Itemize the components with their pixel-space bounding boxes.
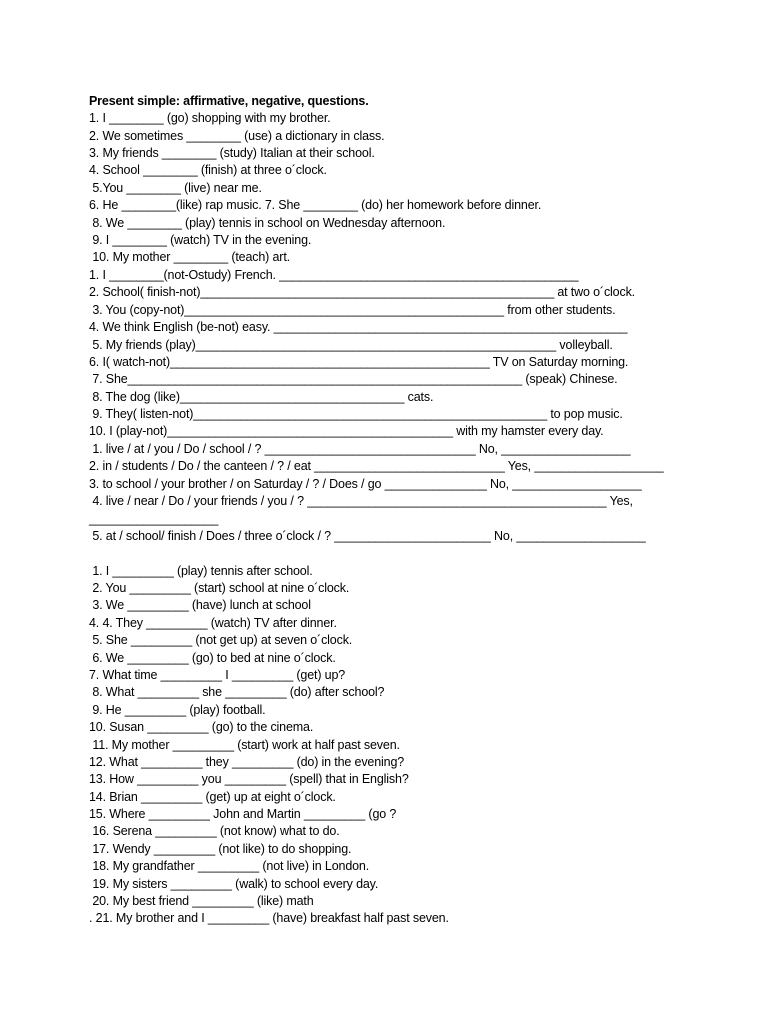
worksheet-title: Present simple: affirmative, negative, questions.: [89, 94, 369, 108]
exercise-3-item-continued: ___________________: [89, 512, 219, 526]
exercise-4-item: 10. Susan _________ (go) to the cinema.: [89, 720, 314, 734]
exercise-4-item: 12. What _________ they _________ (do) in the evening?: [89, 755, 405, 769]
exercise-1-item: 3. My friends ________ (study) Italian at their school.: [89, 146, 375, 160]
exercise-4-item: 7. What time _________ I _________ (get) up?: [89, 668, 346, 682]
exercise-4-item: 5. She _________ (not get up) at seven o´clock.: [89, 633, 353, 647]
exercise-3-item: 2. in / students / Do / the canteen / ? / eat ____________________________ Yes, ___________________: [89, 459, 664, 473]
exercise-1-item: 8. We ________ (play) tennis in school on Wednesday afternoon.: [89, 216, 446, 230]
exercise-4-item: 20. My best friend _________ (like) math: [89, 894, 314, 908]
exercise-2-item: 2. School( finish-not)____________________________________________________ at two o´clock.: [89, 285, 635, 299]
exercise-4-item: 9. He _________ (play) football.: [89, 703, 266, 717]
exercise-1-item: 4. School ________ (finish) at three o´clock.: [89, 163, 327, 177]
exercise-4-item: 4. 4. They _________ (watch) TV after dinner.: [89, 616, 337, 630]
exercise-4-item: 13. How _________ you _________ (spell) that in English?: [89, 772, 409, 786]
exercise-1-item: 1. I ________ (go) shopping with my brother.: [89, 111, 331, 125]
exercise-3-item: 4. live / near / Do / your friends / you / ? ____________________________________________ Yes,: [89, 494, 633, 508]
exercise-3-item: 5. at / school/ finish / Does / three o´clock / ? _______________________ No, ___________________: [89, 529, 646, 543]
exercise-2-item: 4. We think English (be-not) easy. ____________________________________________________: [89, 320, 628, 334]
exercise-4-item: 11. My mother _________ (start) work at half past seven.: [89, 738, 400, 752]
exercise-4-item: 18. My grandfather _________ (not live) in London.: [89, 859, 370, 873]
exercise-4-item: 19. My sisters _________ (walk) to school every day.: [89, 877, 379, 891]
exercise-2-item: 9. They( listen-not)____________________________________________________ to pop music.: [89, 407, 623, 421]
exercise-3-item: 3. to school / your brother / on Saturday / ? / Does / go _______________ No, ___________________: [89, 477, 642, 491]
exercise-1-item: 9. I ________ (watch) TV in the evening.: [89, 233, 312, 247]
exercise-2-item: 6. I( watch-not)_______________________________________________ TV on Saturday morning.: [89, 355, 629, 369]
exercise-4-item: 6. We _________ (go) to bed at nine o´clock.: [89, 651, 336, 665]
exercise-4-item: 16. Serena _________ (not know) what to do.: [89, 824, 340, 838]
exercise-1-item: 10. My mother ________ (teach) art.: [89, 250, 290, 264]
exercise-1-item: 2. We sometimes ________ (use) a dictionary in class.: [89, 129, 385, 143]
exercise-1-item: 5.You ________ (live) near me.: [89, 181, 262, 195]
exercise-1-item: 6. He ________(like) rap music. 7. She ________ (do) her homework before dinner.: [89, 198, 542, 212]
exercise-2-item: 10. I (play-not)__________________________________________ with my hamster every day.: [89, 424, 604, 438]
exercise-4-item: 17. Wendy _________ (not like) to do shopping.: [89, 842, 352, 856]
exercise-4-item: 1. I _________ (play) tennis after school.: [89, 564, 313, 578]
exercise-2-item: 7. She__________________________________________________________ (speak) Chinese.: [89, 372, 618, 386]
exercise-3-item: 1. live / at / you / Do / school / ? _______________________________ No, ___________________: [89, 442, 631, 456]
exercise-2-item: 5. My friends (play)_____________________________________________________ volleyball.: [89, 338, 613, 352]
exercise-2-item: 8. The dog (like)_________________________________ cats.: [89, 390, 434, 404]
exercise-2-item: 1. I ________(not-Ostudy) French. ____________________________________________: [89, 268, 579, 282]
exercise-4-item: . 21. My brother and I _________ (have) breakfast half past seven.: [89, 911, 449, 925]
exercise-2-item: 3. You (copy-not)_______________________________________________ from other students.: [89, 303, 616, 317]
exercise-4-item: 14. Brian _________ (get) up at eight o´clock.: [89, 790, 336, 804]
exercise-4-item: 8. What _________ she _________ (do) after school?: [89, 685, 385, 699]
exercise-4-item: 15. Where _________ John and Martin _________ (go ?: [89, 807, 397, 821]
exercise-4-item: 2. You _________ (start) school at nine o´clock.: [89, 581, 350, 595]
exercise-4-item: 3. We _________ (have) lunch at school: [89, 598, 311, 612]
